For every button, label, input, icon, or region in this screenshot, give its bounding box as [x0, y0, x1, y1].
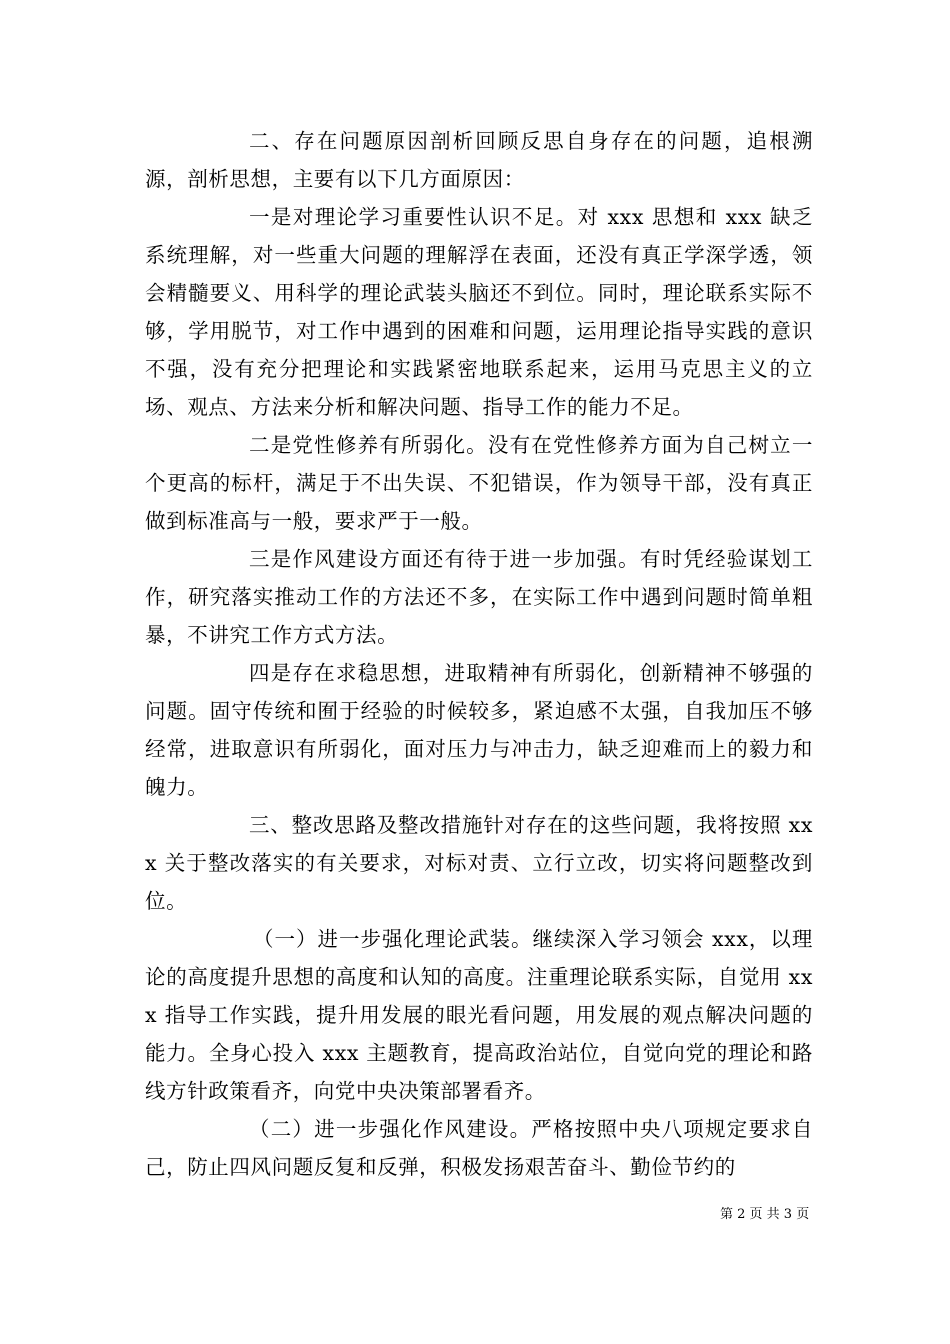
page-number: 第 2 页 共 3 页 [720, 1207, 810, 1222]
paragraph-rectification-plan: 三、整改思路及整改措施针对存在的这些问题，我将按照 xxx 关于整改落实的有关要求，对标对责、立行立改，切实将问题整改到位。 [145, 813, 813, 913]
paragraph-cause-analysis: 二、存在问题原因剖析回顾反思自身存在的问题，追根溯源，剖析思想，主要有以下几方面原因： [145, 129, 813, 191]
paragraph-reason-3: 三是作风建设方面还有待于进一步加强。有时凭经验谋划工作，研究落实推动工作的方法还不多，在实际工作中遇到问题时简单粗暴，不讲究工作方式方法。 [145, 547, 813, 647]
paragraph-measure-1: （一）进一步强化理论武装。继续深入学习领会 xxx，以理论的高度提升思想的高度和认知的高度。注重理论联系实际，自觉用 xxx 指导工作实践，提升用发展的眼光看问题，用发展的观点解决问题的能力。全身心投入 xxx 主题教育，提高政治站位，自觉向党的理论和路线方针政策看齐，向党中央决策部署看齐。 [145, 927, 813, 1103]
document-body [145, 122, 813, 1186]
paragraph-measure-2: （二）进一步强化作风建设。严格按照中央八项规定要求自己，防止四风问题反复和反弹，积极发扬艰苦奋斗、勤俭节约的 [145, 1117, 813, 1179]
paragraph-reason-1: 一是对理论学习重要性认识不足。对 xxx 思想和 xxx 缺乏系统理解，对一些重大问题的理解浮在表面，还没有真正学深学透，领会精髓要义、用科学的理论武装头脑还不到位。同时，理论联系实际不够，学用脱节，对工作中遇到的困难和问题，运用理论指导实践的意识不强，没有充分把理论和实践紧密地联系起来，运用马克思主义的立场、观点、方法来分析和解决问题、指导工作的能力不足。 [145, 205, 813, 419]
paragraph-reason-4: 四是存在求稳思想，进取精神有所弱化，创新精神不够强的问题。固守传统和囿于经验的时候较多，紧迫感不太强，自我加压不够经常，进取意识有所弱化，面对压力与冲击力，缺乏迎难而上的毅力和魄力。 [145, 661, 813, 799]
paragraph-reason-2: 二是党性修养有所弱化。没有在党性修养方面为自己树立一个更高的标杆，满足于不出失误、不犯错误，作为领导干部，没有真正做到标准高与一般，要求严于一般。 [145, 433, 813, 533]
